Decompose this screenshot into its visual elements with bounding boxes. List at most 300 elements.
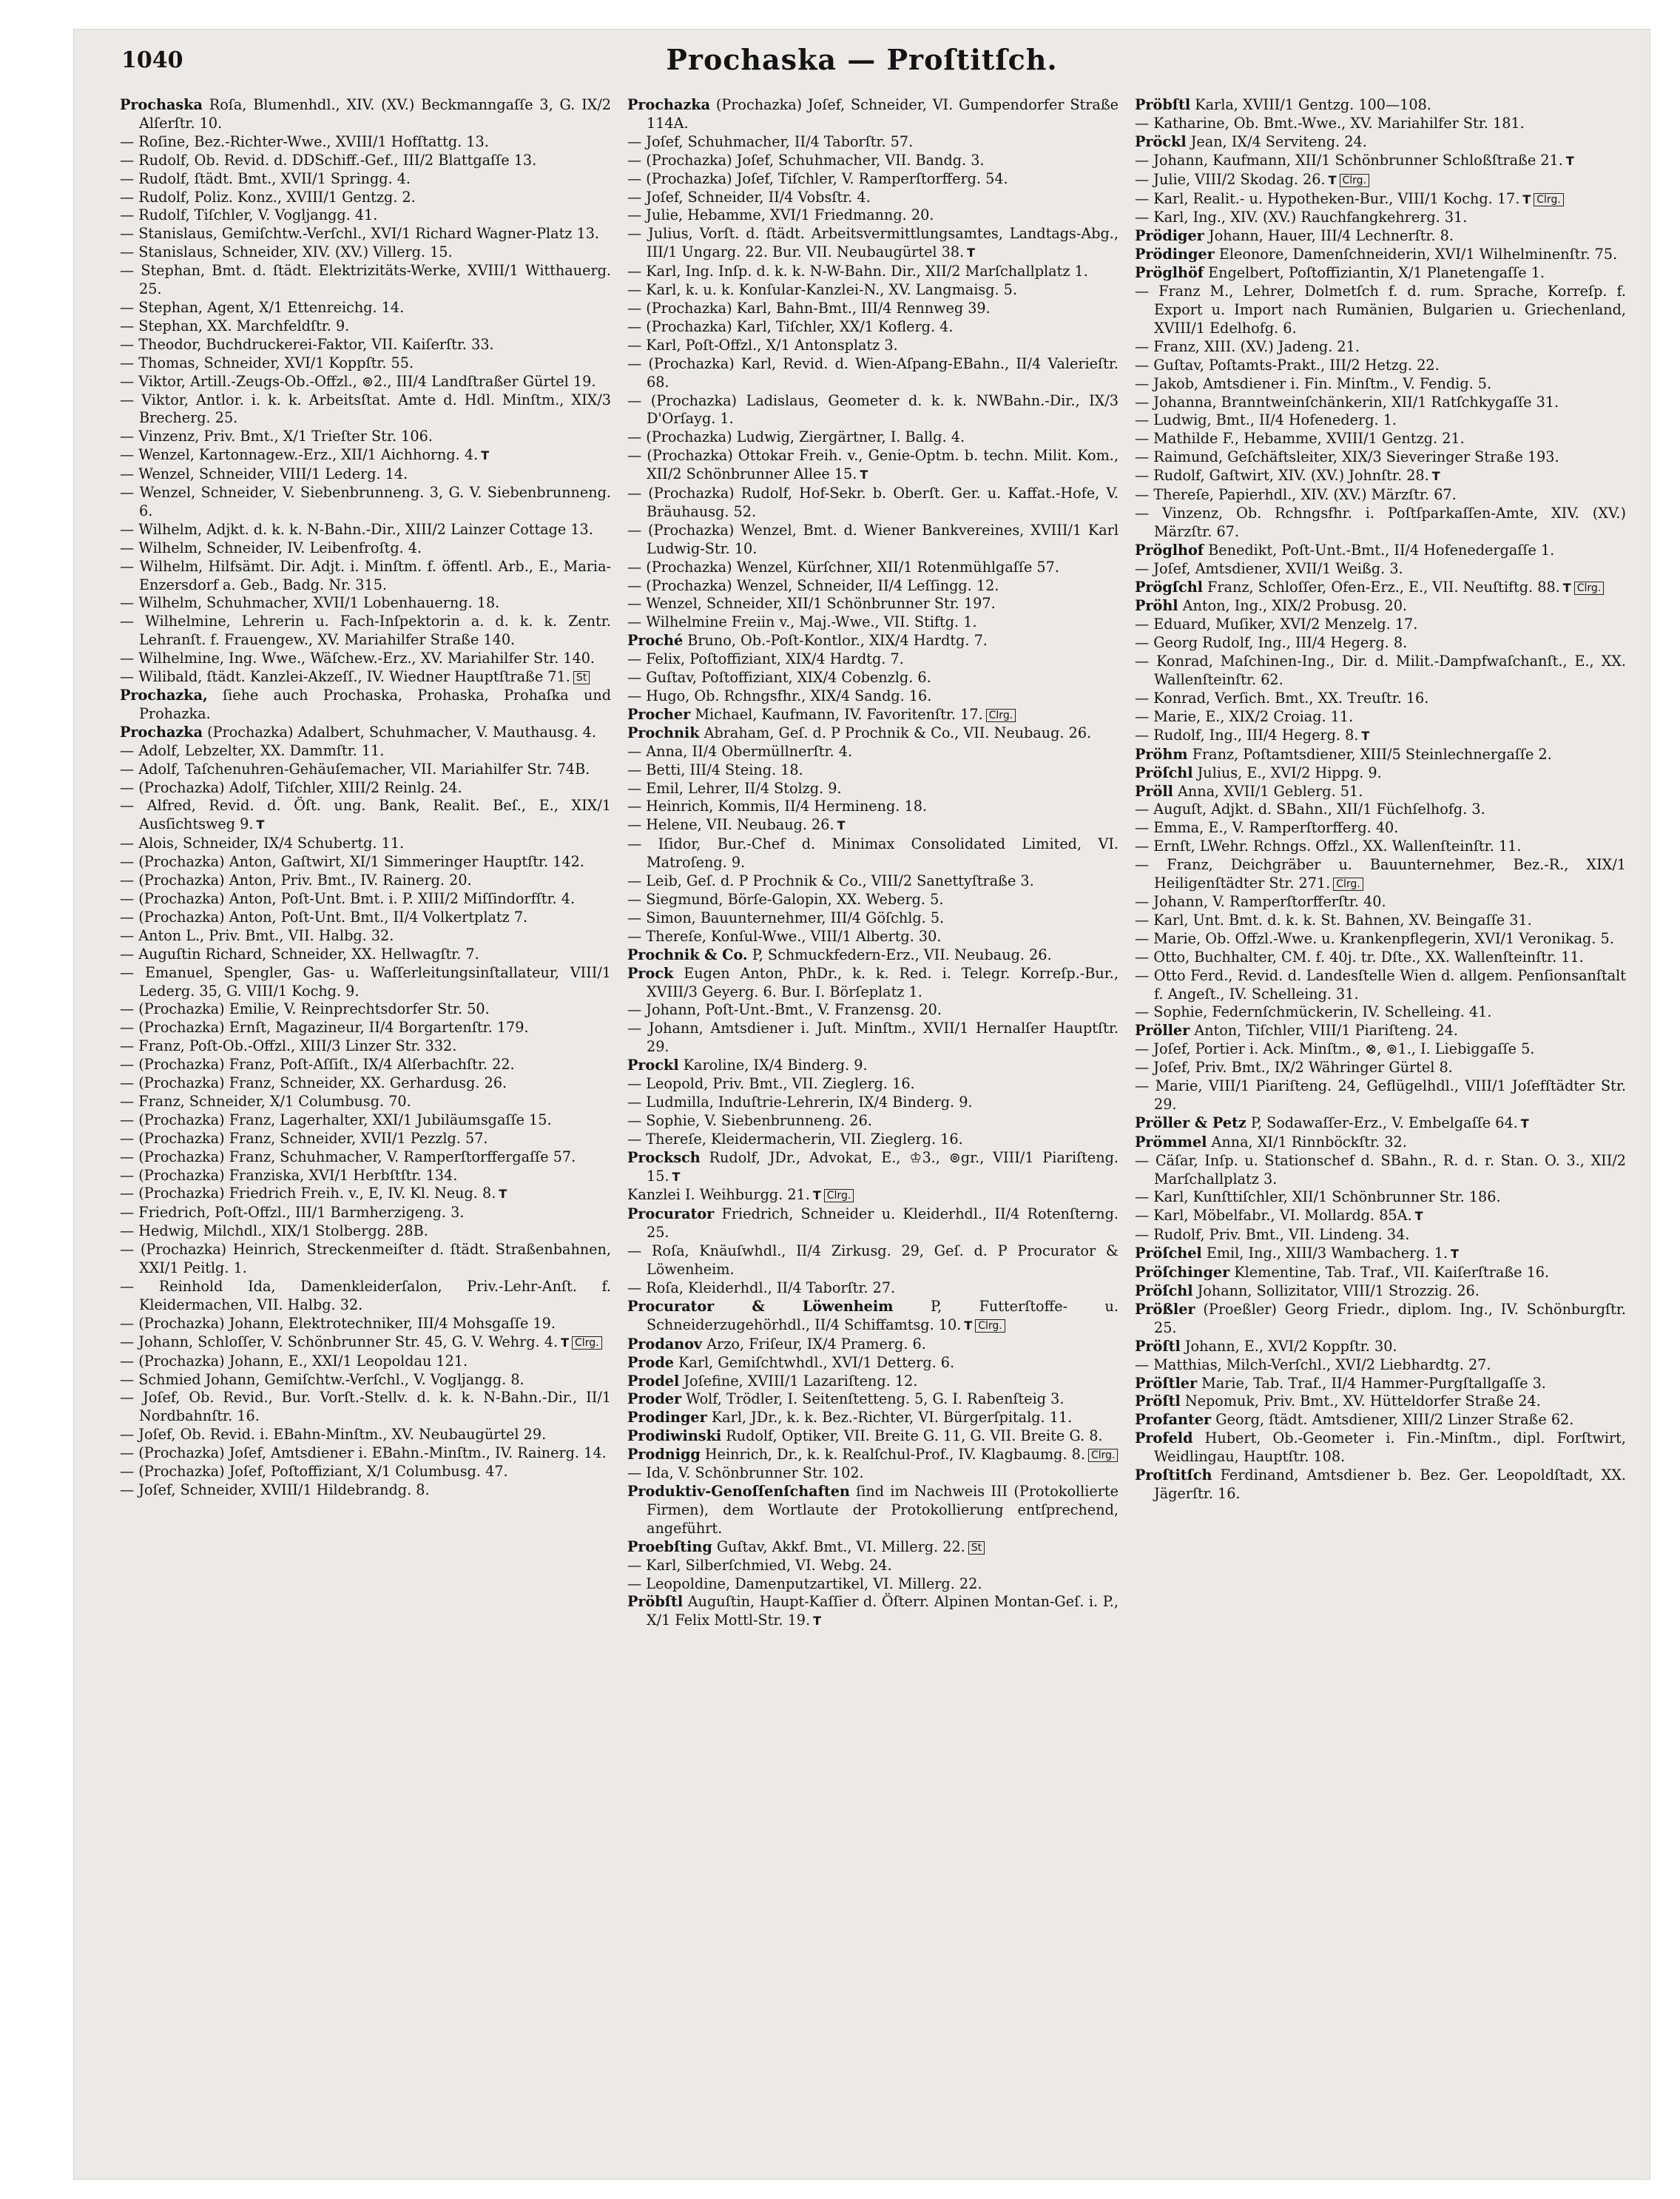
entry-text: — Karl, Poſt-Offzl., X/1 Antonsplatz 3. bbox=[627, 336, 898, 354]
directory-entry bbox=[627, 1446, 1119, 1464]
entry-text: — Ida, V. Schönbrunner Str. 102. bbox=[627, 1464, 864, 1482]
directory-entry bbox=[120, 1353, 611, 1371]
entry-surname: Proché bbox=[627, 632, 684, 650]
entry-text: — Reinhold Ida, Damenkleiderſalon, Priv.-Lehr-Anſt. f. Kleidermachen, VII. Halbg. 32. bbox=[120, 1278, 611, 1313]
entry-text: Friedrich, Schneider u. Kleiderhdl., II/4 Rotenſterng. 25. bbox=[647, 1205, 1119, 1242]
entry-badge: Clrg. bbox=[1088, 1449, 1119, 1462]
directory-entry bbox=[120, 1185, 611, 1204]
entry-text: — Siegmund, Börſe-Galopin, XX. Weberg. 5. bbox=[627, 890, 944, 908]
telephone-icon: T bbox=[860, 468, 868, 482]
entry-text: — Wilibald, ſtädt. Kanzlei-Akzeſſ., IV. Wiedner Hauptſtraße 71. bbox=[120, 668, 570, 686]
directory-entry bbox=[627, 170, 1119, 189]
directory-entry bbox=[1135, 394, 1626, 412]
directory-entry bbox=[1135, 764, 1626, 783]
directory-entry bbox=[627, 613, 1119, 632]
entry-text: Karla, XVIII/1 Gentzg. 100—108. bbox=[1190, 96, 1431, 113]
entry-surname: Procksch bbox=[627, 1148, 701, 1166]
directory-entry bbox=[627, 724, 1119, 743]
entry-text: Bruno, Ob.-Poſt-Kontlor., XIX/4 Hardtg. 7. bbox=[683, 632, 988, 650]
entry-text: — (Prochazka) Anton, Poſt-Unt. Bmt. i. P. XIII/2 Miſſindorfſtr. 4. bbox=[120, 889, 576, 907]
directory-entry bbox=[627, 1336, 1119, 1354]
entry-badge: Clrg. bbox=[986, 709, 1016, 722]
entry-surname: Prodinger bbox=[627, 1409, 707, 1427]
entry-text: — Felix, Poſtoffiziant, XIX/4 Hardtg. 7. bbox=[627, 650, 904, 668]
directory-entry bbox=[120, 1371, 611, 1390]
entry-text: — (Prochazka) Ottokar Freih. v., Genie-Optm. b. techn. Milit. Kom., XII/2 Schönbrunner Allee 15. bbox=[627, 447, 1119, 483]
entry-text: Hubert, Ob.-Geometer i. Fin.-Minſtm., dipl. Forſtwirt, Weidlingau, Hauptſtr. 108. bbox=[1154, 1429, 1626, 1466]
directory-entry bbox=[1135, 467, 1626, 486]
entry-text: — Karl, Ing., XIV. (XV.) Rauchfangkehrerg. 31. bbox=[1135, 209, 1468, 226]
entry-text: — Joſef, Schuhmacher, II/4 Taborſtr. 57. bbox=[627, 132, 914, 150]
entry-text: (Prochazka) Adalbert, Schuhmacher, V. Mauthausg. 4. bbox=[203, 723, 596, 741]
directory-entry bbox=[120, 299, 611, 317]
entry-text: — Thereſe, Papierhdl., XIV. (XV.) Märzſtr. 67. bbox=[1135, 486, 1457, 504]
entry-text: — Franz, Deichgräber u. Bauunternehmer, Bez.-R., XIX/1 Heiligenſtädter Str. 271. bbox=[1135, 856, 1626, 892]
page-header bbox=[74, 41, 1650, 86]
entry-text: — Theodor, Buchdruckerei-Faktor, VII. Kaiſerſtr. 33. bbox=[120, 335, 494, 353]
entry-surname: Prochazka bbox=[120, 723, 203, 741]
directory-entry bbox=[1135, 357, 1626, 375]
directory-entry bbox=[1135, 1188, 1626, 1207]
entry-text: — (Prochazka) Joſef, Tiſchler, V. Ramperſtorfferg. 54. bbox=[627, 169, 1008, 187]
entry-text: Karl, JDr., k. k. Bez.-Richter, VI. Bürgerſpitalg. 11. bbox=[706, 1409, 1073, 1427]
directory-entry bbox=[627, 1464, 1119, 1483]
entry-text: — Otto Ferd., Revid. d. Landesſtelle Wien d. allgem. Penſionsanſtalt f. Angeſt., IV. Schelleing. 31. bbox=[1135, 966, 1626, 1003]
entry-text: — Wilhelm, Schuhmacher, XVII/1 Lobenhauerng. 18. bbox=[120, 594, 500, 612]
directory-entry bbox=[1135, 115, 1626, 133]
entry-text: — (Prochazka) Johann, E., XXI/1 Leopoldau 121. bbox=[120, 1352, 468, 1370]
entry-surname: Prödinger bbox=[1135, 246, 1215, 263]
telephone-icon: T bbox=[964, 1318, 973, 1333]
entry-text: P, Futterſtoffe- u. Schneiderzugehörhdl., II/4 Schiffamtsg. 10. bbox=[647, 1297, 1119, 1333]
entry-text: — Roſa, Kleiderhdl., II/4 Taborſtr. 27. bbox=[627, 1279, 896, 1296]
directory-entry bbox=[627, 152, 1119, 170]
entry-badge: Clrg. bbox=[975, 1319, 1005, 1333]
entry-text: — Stanislaus, Gemiſchtw.-Verſchl., XVI/1 Richard Wagner-Platz 13. bbox=[120, 225, 600, 243]
entry-text: — Hedwig, Milchdl., XIX/1 Stolbergg. 28B. bbox=[120, 1222, 428, 1240]
directory-entry bbox=[1135, 597, 1626, 616]
entry-text: — Hugo, Ob. Rchngsfhr., XIX/4 Sandg. 16. bbox=[627, 687, 932, 704]
directory-entry bbox=[120, 1426, 611, 1444]
directory-entry bbox=[1135, 264, 1626, 283]
entry-text: Karoline, IX/4 Binderg. 9. bbox=[678, 1057, 868, 1074]
directory-entry bbox=[627, 946, 1119, 965]
entry-badge: Clrg. bbox=[1574, 582, 1605, 595]
directory-entry bbox=[627, 1205, 1119, 1242]
entry-text: Joſefine, XVIII/1 Lazariſteng. 12. bbox=[679, 1372, 918, 1390]
directory-entry bbox=[120, 835, 611, 853]
entry-text: Abraham, Geſ. d. P Prochnik & Co., VII. Neubaug. 26. bbox=[699, 724, 1092, 741]
entry-text: ſind im Nachweis III (Protokollierte Firmen), dem Wortlaute der Protokollierung entſprechend, angeführt. bbox=[647, 1482, 1119, 1537]
directory-entry bbox=[120, 391, 611, 428]
entry-text: Emil, Ing., XIII/3 Wambacherg. 1. bbox=[1201, 1245, 1448, 1262]
entry-text: Anna, XI/1 Rinnböckſtr. 32. bbox=[1207, 1133, 1407, 1151]
entry-text: — Karl, Unt. Bmt. d. k. k. St. Bahnen, XV. Beingaſſe 31. bbox=[1135, 911, 1532, 929]
directory-entry bbox=[120, 742, 611, 761]
entry-text: Anna, XVII/1 Geblerg. 51. bbox=[1173, 782, 1363, 800]
entry-text: — Rudolf, Tiſchler, V. Vogljangg. 41. bbox=[120, 206, 378, 224]
entry-text: — Karl, Realit.- u. Hypotheken-Bur., VIII/1 Kochg. 17. bbox=[1135, 189, 1520, 207]
directory-entry bbox=[1135, 190, 1626, 209]
directory-entry bbox=[120, 373, 611, 391]
entry-text: — Franz M., Lehrer, Dolmetſch f. d. rum. Sprache, Korreſp. f. Export u. Import nach Rumänien, Bulgarien u. Griechenland, XVIII/1 Edelhofg. 6. bbox=[1135, 283, 1626, 337]
directory-entry bbox=[1135, 1134, 1626, 1152]
directory-entry bbox=[120, 1278, 611, 1315]
entry-text: — Wilhelm, Hilfsämt. Dir. Adjt. i. Minſtm. f. öffentl. Arb., E., Maria-Enzersdorf a. Geb., Badg. Nr. 315. bbox=[120, 557, 611, 593]
entry-text: — Roſa, Knäuſwhdl., II/4 Zirkusg. 29, Geſ. d. P Procurator & Löwenheim. bbox=[627, 1242, 1119, 1279]
entry-text: — (Prochazka) Adolf, Tiſchler, XIII/2 Reinlg. 24. bbox=[120, 778, 462, 796]
entry-text: Rudolf, Optiker, VII. Breite G. 11, G. VII. Breite G. 8. bbox=[721, 1427, 1103, 1445]
directory-entry bbox=[1135, 411, 1626, 430]
page-number: 1040 bbox=[121, 47, 183, 73]
entry-text: — (Prochazka) Wenzel, Schneider, II/4 Leſſingg. 12. bbox=[627, 576, 999, 594]
entry-text: — Wilhelm, Adjkt. d. k. k. N-Bahn.-Dir., XIII/2 Lainzer Cottage 13. bbox=[120, 520, 593, 538]
directory-entry bbox=[627, 189, 1119, 207]
entry-text: — Thereſe, Konſul-Wwe., VIII/1 Albertg. 30. bbox=[627, 927, 942, 945]
directory-entry bbox=[1135, 1264, 1626, 1282]
directory-entry bbox=[120, 650, 611, 668]
telephone-icon: T bbox=[481, 448, 490, 463]
directory-entry bbox=[627, 909, 1119, 928]
directory-entry bbox=[120, 1130, 611, 1148]
entry-text: — (Prochazka) Anton, Poſt-Unt. Bmt., II/4 Volkertplatz 7. bbox=[120, 908, 528, 926]
entry-text: — Betti, III/4 Steing. 18. bbox=[627, 761, 803, 778]
telephone-icon: T bbox=[1522, 192, 1531, 206]
entry-text: — (Prochazka) Karl, Tiſchler, XX/1 Koflerg. 4. bbox=[627, 317, 954, 335]
entry-text: — (Prochazka) Anton, Priv. Bmt., IV. Rainerg. 20. bbox=[120, 872, 472, 889]
entry-text: Guſtav, Akkf. Bmt., VI. Millerg. 22. bbox=[712, 1538, 965, 1555]
entry-text: — Julie, VIII/2 Skodag. 26. bbox=[1135, 170, 1326, 188]
directory-entry bbox=[1135, 1003, 1626, 1022]
directory-entry bbox=[627, 428, 1119, 447]
directory-entry bbox=[120, 1056, 611, 1074]
entry-text: — Rudolf, Priv. Bmt., VII. Lindeng. 34. bbox=[1135, 1226, 1410, 1244]
entry-text: — Emil, Lehrer, II/4 Stolzg. 9. bbox=[627, 779, 842, 797]
entry-surname: Pröckl bbox=[1135, 132, 1187, 150]
entry-text: Franz, Schloſſer, Ofen-Erz., E., VII. Neuſtiftg. 88. bbox=[1202, 578, 1560, 596]
directory-entry bbox=[1135, 634, 1626, 653]
directory-entry bbox=[120, 206, 611, 225]
entry-text: — Joſef, Ob. Revid. i. EBahn-Minſtm., XV. Neubaugürtel 29. bbox=[120, 1426, 547, 1444]
directory-entry bbox=[120, 317, 611, 336]
entry-text: — Iſidor, Bur.-Chef d. Minimax Consolidated Limited, VI. Matroſeng. 9. bbox=[627, 835, 1119, 872]
entry-text: — Heinrich, Kommis, II/4 Hermineng. 18. bbox=[627, 798, 928, 815]
entry-text: — Johann, Kaufmann, XII/1 Schönbrunner Schloßſtraße 21. bbox=[1135, 151, 1563, 169]
directory-entry bbox=[120, 1148, 611, 1167]
directory-entry bbox=[627, 650, 1119, 669]
directory-entry bbox=[627, 1112, 1119, 1131]
directory-entry bbox=[120, 484, 611, 521]
entry-text: Eugen Anton, PhDr., k. k. Red. i. Telegr. Korreſp.-Bur., XVIII/3 Geyerg. 6. Bur. I. Börſeplatz 1. bbox=[647, 964, 1119, 1000]
directory-entry bbox=[1135, 486, 1626, 505]
entry-text: — (Prochazka) Ladislaus, Geometer d. k. k. NWBahn.-Dir., IX/3 D'Orſayg. 1. bbox=[627, 391, 1119, 428]
telephone-icon: T bbox=[837, 818, 846, 833]
entry-text: — Franz, Schneider, X/1 Columbusg. 70. bbox=[120, 1092, 411, 1110]
entry-text: — (Prochazka) Joſef, Poſtoffiziant, X/1 Columbusg. 47. bbox=[120, 1463, 508, 1481]
entry-surname: Pröll bbox=[1135, 782, 1173, 800]
directory-entry bbox=[1135, 542, 1626, 560]
directory-entry bbox=[120, 539, 611, 558]
entry-text: Engelbert, Poſtoffiziantin, X/1 Planetengaſſe 1. bbox=[1204, 264, 1545, 282]
column-left bbox=[120, 96, 611, 2161]
directory-entry bbox=[627, 780, 1119, 798]
entry-text: — Georg Rudolf, Ing., III/4 Hegerg. 8. bbox=[1135, 634, 1408, 652]
entry-text: — (Prochazka) Wenzel, Kürſchner, XII/1 Rotenmühlgaſſe 57. bbox=[627, 558, 1059, 576]
entry-text: — (Prochazka) Karl, Revid. d. Wien-Aſpang-EBahn., II/4 Valerieſtr. 68. bbox=[627, 354, 1119, 391]
directory-entry bbox=[627, 816, 1119, 835]
directory-entry bbox=[627, 1390, 1119, 1409]
directory-entry bbox=[627, 225, 1119, 263]
directory-entry bbox=[1135, 171, 1626, 190]
directory-entry bbox=[627, 337, 1119, 355]
telephone-icon: T bbox=[1414, 1209, 1423, 1224]
entry-text: — Joſef, Schneider, XVIII/1 Hildebrandg. 8. bbox=[120, 1481, 430, 1498]
directory-entry bbox=[627, 485, 1119, 522]
entry-text: — (Prochazka) Karl, Bahn-Bmt., III/4 Rennweg 39. bbox=[627, 299, 991, 317]
entry-text: — Julius, Vorſt. d. ſtädt. Arbeitsvermittlungsamtes, Landtags-Abg., III/1 Ungarg. 22. Bur. VII. Neubaugürtel 38. bbox=[627, 225, 1119, 261]
directory-entry bbox=[627, 559, 1119, 577]
entry-text: Johann, Hauer, III/4 Lechnerſtr. 8. bbox=[1204, 227, 1454, 245]
telephone-icon: T bbox=[561, 1335, 570, 1350]
entry-text: Rudolf, JDr., Advokat, E., ♔3., ⊚gr., VIII/1 Piariſteng. 15. bbox=[647, 1148, 1119, 1185]
directory-entry bbox=[1135, 746, 1626, 764]
directory-entry bbox=[120, 1167, 611, 1185]
entry-text: — (Prochazka) Franziska, XVI/1 Herbſtſtr. 134. bbox=[120, 1166, 458, 1184]
entry-text: — Franz, XIII. (XV.) Jadeng. 21. bbox=[1135, 337, 1360, 355]
entry-text: — Franz, Poſt-Ob.-Offzl., XIII/3 Linzer Str. 332. bbox=[120, 1037, 457, 1055]
entry-surname: Prochnik bbox=[627, 724, 700, 741]
directory-entry bbox=[627, 1373, 1119, 1391]
entry-text: — Johann, Amtsdiener i. Juſt. Minſtm., XVII/1 Hernalſer Hauptſtr. 29. bbox=[627, 1020, 1119, 1056]
directory-entry bbox=[120, 152, 611, 170]
entry-text: — Vinzenz, Ob. Rchngsfhr. i. Poſtſparkaſſen-Amte, XIV. (XV.) Märzſtr. 67. bbox=[1135, 504, 1626, 540]
directory-entry bbox=[627, 1186, 1119, 1205]
directory-entry bbox=[1135, 653, 1626, 690]
directory-entry bbox=[1135, 1466, 1626, 1503]
directory-entry bbox=[1135, 708, 1626, 727]
directory-entry bbox=[120, 687, 611, 724]
entry-surname: Procurator bbox=[627, 1205, 715, 1223]
entry-text: — Friedrich, Poſt-Offzl., III/1 Barmherzigeng. 3. bbox=[120, 1204, 465, 1222]
entry-text: — Konrad, Verſich. Bmt., XX. Treuſtr. 16. bbox=[1135, 690, 1429, 707]
entry-text: — (Prochazka) Emilie, V. Reinprechtsdorfer Str. 50. bbox=[120, 1000, 490, 1018]
directory-entry bbox=[1135, 448, 1626, 467]
entry-surname: Proſtitſch bbox=[1135, 1466, 1212, 1484]
telephone-icon: T bbox=[1565, 153, 1574, 168]
entry-text: Kanzlei I. Weihburgg. 21. bbox=[627, 1186, 810, 1204]
entry-text: — Emanuel, Spengler, Gas- u. Waſſerleitungsinſtallateur, VIII/1 Lederg. 35, G. VIII/1 Kochg. 9. bbox=[120, 963, 611, 1000]
directory-entry bbox=[627, 669, 1119, 687]
entry-text: Heinrich, Dr., k. k. Realſchul-Prof., IV. Klagbaumg. 8. bbox=[700, 1446, 1085, 1464]
directory-entry bbox=[1135, 283, 1626, 338]
entry-surname: Prochazka bbox=[627, 96, 711, 113]
directory-entry bbox=[627, 1427, 1119, 1446]
telephone-icon: T bbox=[672, 1169, 681, 1184]
directory-entry bbox=[1135, 856, 1626, 893]
entry-text: — Adolf, Lebzelter, XX. Dammſtr. 11. bbox=[120, 741, 385, 759]
entry-badge: St bbox=[968, 1541, 985, 1555]
entry-text: — Otto, Buchhalter, CM. f. 40j. tr. Dſte., XX. Wallenſteinſtr. 11. bbox=[1135, 948, 1584, 966]
entry-text: — Wilhelmine, Lehrerin u. Fach-Inſpektorin a. d. k. k. Zentr. Lehranſt. f. Frauengew., XV. Mariahilfer Straße 140. bbox=[120, 613, 611, 649]
directory-entry bbox=[627, 706, 1119, 724]
entry-surname: Prögſchl bbox=[1135, 578, 1203, 596]
directory-entry bbox=[627, 1593, 1119, 1631]
entry-surname: Prochnik & Co. bbox=[627, 946, 748, 963]
entry-text: — (Prochazka) Franz, Poſt-Aſſiſt., IX/4 Alſerbachſtr. 22. bbox=[120, 1056, 515, 1074]
entry-text: — Johann, Poſt-Unt.-Bmt., V. Franzensg. 20. bbox=[627, 1001, 942, 1019]
entry-text: — Katharine, Ob. Bmt.-Wwe., XV. Mariahilfer Str. 181. bbox=[1135, 114, 1525, 132]
directory-entry bbox=[627, 522, 1119, 559]
directory-entry bbox=[120, 521, 611, 539]
entry-text: — Leib, Geſ. d. P Prochnik & Co., VIII/2 Sanettyſtraße 3. bbox=[627, 872, 1034, 890]
directory-entry bbox=[627, 1538, 1119, 1557]
directory-entry bbox=[1135, 1411, 1626, 1429]
entry-text: — Eduard, Muſiker, XVI/2 Menzelg. 17. bbox=[1135, 616, 1418, 633]
directory-entry bbox=[120, 133, 611, 152]
entry-text: — Karl, Silberſchmied, VI. Webg. 24. bbox=[627, 1556, 892, 1574]
entry-text: — (Prochazka) Joſef, Amtsdiener i. EBahn.-Minſtm., IV. Rainerg. 14. bbox=[120, 1444, 607, 1462]
telephone-icon: T bbox=[256, 818, 265, 832]
entry-text: (Prochazka) Joſef, Schneider, VI. Gumpendorfer Straße 114A. bbox=[647, 96, 1119, 132]
entry-text: — Wenzel, Schneider, XII/1 Schönbrunner Str. 197. bbox=[627, 595, 996, 613]
entry-surname: Pröller & Petz bbox=[1135, 1114, 1246, 1131]
directory-entry bbox=[627, 96, 1119, 133]
entry-text: Auguſtin, Haupt-Kaſſier d. Öſterr. Alpinen Montan-Geſ. i. P., X/1 Felix Mottl-Str. 19. bbox=[647, 1593, 1119, 1629]
entry-text: — Mathilde F., Hebamme, XVIII/1 Gentzg. 21. bbox=[1135, 430, 1465, 448]
directory-entry bbox=[627, 1354, 1119, 1373]
entry-text: Karl, Gemiſchtwhdl., XVI/1 Detterg. 6. bbox=[673, 1353, 955, 1371]
telephone-icon: T bbox=[813, 1614, 822, 1629]
directory-entry bbox=[627, 1575, 1119, 1594]
entry-text: — Auguſt, Adjkt. d. SBahn., XII/1 Füchſelhofg. 3. bbox=[1135, 801, 1485, 818]
entry-text: — Wilhelmine Freiin v., Maj.-Wwe., VII. Stiftg. 1. bbox=[627, 613, 977, 631]
directory-entry bbox=[627, 1409, 1119, 1427]
entry-text: — Roſine, Bez.-Richter-Wwe., XVIII/1 Hofſtattg. 13. bbox=[120, 132, 489, 150]
directory-entry bbox=[627, 835, 1119, 872]
entry-text: Wolf, Trödler, I. Seitenſtetteng. 5, G. I. Rabenſteig 3. bbox=[681, 1390, 1065, 1408]
telephone-icon: T bbox=[1328, 172, 1337, 187]
directory-entry bbox=[627, 761, 1119, 780]
entry-text: — Ernſt, LWehr. Rchngs. Offzl., XX. Wallenſteinſtr. 11. bbox=[1135, 838, 1522, 855]
entry-text: — Guſtav, Poſtamts-Prakt., III/2 Hetzg. 22. bbox=[1135, 356, 1440, 374]
entry-surname: Profeld bbox=[1135, 1429, 1193, 1447]
directory-entry bbox=[120, 1463, 611, 1481]
entry-text: (Proeßler) Georg Friedr., diplom. Ing., IV. Schönburgſtr. 25. bbox=[1154, 1300, 1626, 1336]
directory-entry bbox=[627, 798, 1119, 816]
entry-surname: Prodiwinski bbox=[627, 1427, 722, 1445]
entry-surname: Prochaska bbox=[120, 96, 203, 113]
entry-text: — Schmied Johann, Gemiſchtw.-Verſchl., V. Vogljangg. 8. bbox=[120, 1370, 524, 1388]
directory-entry bbox=[120, 1222, 611, 1241]
entry-text: — Rudolf, Ob. Revid. d. DDSchiff.-Gef., III/2 Blattgaſſe 13. bbox=[120, 151, 537, 169]
entry-text: — Auguſtin Richard, Schneider, XX. Hellwagſtr. 7. bbox=[120, 945, 479, 963]
entry-text: — Joſef, Portier i. Ack. Minſtm., ⊗, ⊚1., I. Liebiggaſſe 5. bbox=[1135, 1040, 1535, 1058]
directory-columns bbox=[120, 96, 1626, 2161]
entry-surname: Pröſchl bbox=[1135, 1282, 1193, 1299]
entry-text: Franz, Poſtamtsdiener, XIII/5 Steinlechnergaſſe 2. bbox=[1187, 745, 1552, 763]
entry-surname: Prode bbox=[627, 1353, 674, 1371]
entry-text: — (Prochazka) Anton, Gaſtwirt, XI/1 Simmeringer Hauptſtr. 142. bbox=[120, 853, 584, 871]
entry-text: — Anton L., Priv. Bmt., VII. Halbg. 32. bbox=[120, 926, 394, 944]
entry-text: — Cäſar, Inſp. u. Stationschef d. SBahn., R. d. r. Stan. O. 3., XII/2 Marſchallplatz 3. bbox=[1135, 1151, 1626, 1188]
directory-entry bbox=[120, 872, 611, 890]
directory-entry bbox=[120, 1204, 611, 1222]
directory-entry bbox=[627, 743, 1119, 761]
entry-text: — Joſef, Schneider, II/4 Vobsſtr. 4. bbox=[627, 188, 871, 206]
entry-surname: Pröſchinger bbox=[1135, 1264, 1230, 1282]
directory-entry bbox=[1135, 227, 1626, 246]
directory-entry bbox=[1135, 616, 1626, 634]
directory-entry bbox=[120, 909, 611, 927]
directory-entry bbox=[1135, 1282, 1626, 1301]
telephone-icon: T bbox=[1431, 469, 1440, 484]
directory-entry bbox=[1135, 1077, 1626, 1114]
entry-text: — Anna, II/4 Obermüllnerſtr. 4. bbox=[627, 742, 853, 760]
entry-text: — Sophie, Federnſchmückerin, IV. Schelleing. 41. bbox=[1135, 1003, 1492, 1021]
entry-text: — Karl, k. u. k. Konſular-Kanzlei-N., XV. Langmaisg. 5. bbox=[627, 281, 1017, 299]
entry-text: — Sophie, V. Siebenbrunneng. 26. bbox=[627, 1111, 872, 1129]
entry-text: — (Prochazka) Franz, Schneider, XX. Gerhardusg. 26. bbox=[120, 1074, 507, 1092]
directory-entry bbox=[120, 1389, 611, 1426]
entry-surname: Pröbſtl bbox=[627, 1593, 684, 1611]
entry-text: Marie, Tab. Traf., II/4 Hammer-Purgſtallgaſſe 3. bbox=[1197, 1374, 1546, 1392]
entry-text: Arzo, Friſeur, IX/4 Pramerg. 6. bbox=[702, 1335, 926, 1353]
directory-entry bbox=[1135, 783, 1626, 801]
directory-entry bbox=[1135, 560, 1626, 579]
directory-entry bbox=[1135, 912, 1626, 930]
entry-surname: Pröhm bbox=[1135, 745, 1188, 763]
directory-entry bbox=[120, 170, 611, 189]
directory-entry bbox=[1135, 1022, 1626, 1040]
entry-text: — (Prochazka) Johann, Elektrotechniker, III/4 Mohsgaſſe 19. bbox=[120, 1314, 556, 1332]
entry-surname: Procher bbox=[627, 705, 691, 723]
directory-entry bbox=[627, 1075, 1119, 1094]
entry-text: Klementine, Tab. Traf., VII. Kaiſerſtraße 16. bbox=[1229, 1264, 1550, 1282]
directory-entry bbox=[1135, 1393, 1626, 1411]
entry-surname: Produktiv-Genoſſenſchaften bbox=[627, 1482, 850, 1500]
entry-text: — Rudolf, Poliz. Konz., XVIII/1 Gentzg. 2. bbox=[120, 188, 416, 206]
directory-entry bbox=[120, 428, 611, 446]
directory-entry bbox=[120, 243, 611, 262]
entry-text: — Johann, Schloſſer, V. Schönbrunner Str. 45, G. V. Wehrg. 4. bbox=[120, 1333, 559, 1350]
entry-text: — Matthias, Milch-Verſchl., XVI/2 Liebhardtg. 27. bbox=[1135, 1356, 1491, 1373]
directory-entry bbox=[120, 1000, 611, 1019]
entry-text: — Joſef, Priv. Bmt., IX/2 Währinger Gürtel 8. bbox=[1135, 1059, 1453, 1077]
directory-entry bbox=[1135, 430, 1626, 448]
entry-text: — (Prochazka) Joſef, Schuhmacher, VII. Bandg. 3. bbox=[627, 151, 985, 169]
directory-entry bbox=[1135, 1226, 1626, 1245]
entry-text: — Ludmilla, Induſtrie-Lehrerin, IX/4 Binderg. 9. bbox=[627, 1093, 973, 1111]
entry-text: — Rudolf, Ing., III/4 Hegerg. 8. bbox=[1135, 726, 1359, 744]
entry-text: — Karl, Kunſttiſchler, XII/1 Schönbrunner Str. 186. bbox=[1135, 1188, 1501, 1206]
directory-entry bbox=[120, 189, 611, 207]
entry-text: — Adolf, Taſchenuhren-Gehäuſemacher, VII. Mariahilfer Str. 74B. bbox=[120, 760, 590, 778]
entry-surname: Prößler bbox=[1135, 1300, 1195, 1318]
entry-surname: Pröglhof bbox=[1135, 541, 1204, 559]
telephone-icon: T bbox=[967, 246, 976, 260]
entry-text: — Stephan, XX. Marchfeldſtr. 9. bbox=[120, 317, 350, 334]
entry-surname: Profanter bbox=[1135, 1411, 1212, 1429]
directory-entry bbox=[1135, 1338, 1626, 1356]
entry-surname: Proder bbox=[627, 1390, 682, 1408]
entry-surname: Procurator & Löwenheim bbox=[627, 1297, 894, 1315]
directory-entry bbox=[120, 558, 611, 595]
directory-entry bbox=[627, 1149, 1119, 1187]
entry-surname: Prömmel bbox=[1135, 1133, 1207, 1151]
directory-entry bbox=[1135, 246, 1626, 264]
entry-badge: Clrg. bbox=[1340, 174, 1370, 187]
entry-text: — Joſef, Ob. Revid., Bur. Vorſt.-Stellv. d. k. k. N-Bahn.-Dir., II/1 Nordbahnſtr. 16. bbox=[120, 1389, 611, 1425]
